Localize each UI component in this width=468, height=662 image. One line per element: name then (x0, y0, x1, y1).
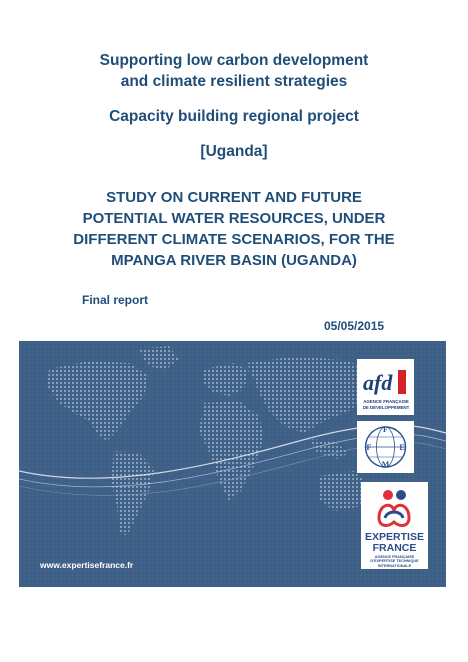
header-line-4: [Uganda] (200, 143, 268, 160)
study-title-line-3: DIFFERENT CLIMATE SCENARIOS, FOR THE (73, 231, 395, 248)
expertise-france-title (361, 532, 428, 554)
website-url[interactable]: www.expertisefrance.fr (40, 560, 134, 570)
expertise-france-subtitle-line-2: D'EXPERTISE TECHNIQUE (370, 559, 419, 564)
svg-text:E: E (399, 443, 405, 452)
study-title (0, 187, 468, 271)
header-line-3: Capacity building regional project (109, 108, 359, 125)
afd-subtitle-line-2: DE DÉVELOPPEMENT (362, 404, 410, 410)
afd-subtitle-line-1: AGENCE FRANÇAISE (363, 399, 409, 404)
header-line-2: and climate resilient strategies (120, 73, 348, 90)
expertise-france-line-2: FRANCE (372, 542, 417, 554)
report-date: 05/05/2015 (324, 319, 385, 333)
cover-banner (19, 341, 446, 587)
svg-text:M: M (381, 460, 390, 469)
expertise-france-subtitle-line-3: INTERNATIONALE (377, 563, 412, 568)
afd-wordmark (362, 366, 409, 396)
svg-text:F: F (366, 443, 372, 452)
study-title-line-4: MPANGA RIVER BASIN (UGANDA) (111, 252, 357, 269)
expertise-france-logo (361, 482, 428, 569)
ffem-logo (357, 421, 414, 473)
svg-text:F: F (383, 425, 388, 434)
study-title-line-2: POTENTIAL WATER RESOURCES, UNDER (82, 210, 386, 227)
svg-text:afd: afd (363, 370, 393, 395)
expertise-france-subtitle-line-1: AGENCE FRANÇAISE (374, 555, 415, 559)
expertise-france-line-1: EXPERTISE (365, 531, 424, 543)
afd-logo (357, 359, 414, 415)
header-line-1: Supporting low carbon development (99, 52, 369, 69)
afd-subtitle (361, 399, 411, 410)
study-title-line-1: STUDY ON CURRENT AND FUTURE (106, 189, 362, 206)
ffem-globe-icon (357, 421, 414, 473)
report-type: Final report (82, 293, 149, 307)
expertise-france-emblem-icon (361, 482, 428, 530)
project-header (0, 50, 468, 162)
expertise-france-subtitle (361, 555, 428, 568)
